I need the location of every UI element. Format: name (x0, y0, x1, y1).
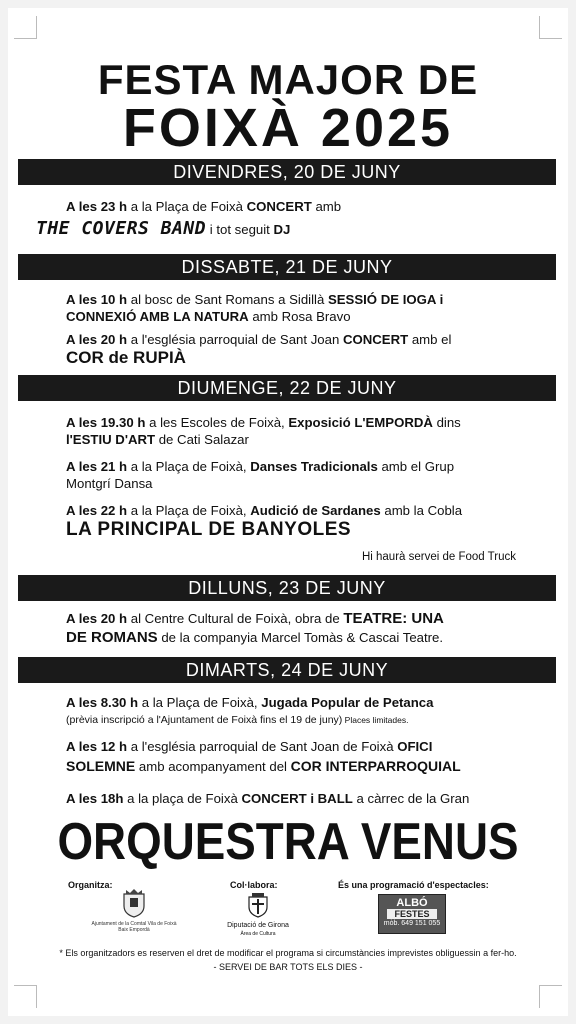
day-header-friday: DIVENDRES, 20 DE JUNY (18, 159, 556, 185)
event-line: (prèvia inscripció a l'Ajuntament de Foixà fins el 19 de juny) Places limitades. (66, 714, 409, 726)
col-labora-label: Col·labora: (230, 880, 278, 890)
event-line: A les 10 h al bosc de Sant Romans a Sidillà SESSIÓ DE IOGA i (66, 292, 444, 307)
event-line: THE COVERS BAND i tot seguit DJ (36, 218, 291, 239)
orquestra-venus-title: ORQUESTRA VENUS (57, 813, 519, 871)
poster-title-line1: FESTA MAJOR DE (97, 56, 479, 103)
albo-festes-logo: ALBÓ FESTES mòb. 649 151 055 (378, 894, 446, 934)
event-line: SOLEMNE amb acompanyament del COR INTERPARROQUIAL (66, 758, 461, 774)
event-line: A les 18h a la plaça de Foixà CONCERT i BALL a càrrec de la Gran (66, 791, 470, 806)
event-line: A les 20 h al Centre Cultural de Foixà, obra de TEATRE: UNA (66, 610, 444, 627)
event-line: A les 12 h a l'església parroquial de Sant Joan de Foixà OFICI (66, 739, 433, 754)
diputacio-caption: Diputació de Girona Àrea de Cultura (227, 922, 289, 937)
crop-mark (14, 16, 37, 39)
poster (8, 8, 568, 1016)
day-header-tuesday: DIMARTS, 24 DE JUNY (18, 657, 556, 683)
event-line: CONNEXIÓ AMB LA NATURA amb Rosa Bravo (66, 309, 351, 324)
organitza-label: Organitza: (68, 880, 113, 890)
event-line: A les 21 h a la Plaça de Foixà, Danses Tradicionals amb el Grup (66, 459, 455, 474)
day-header-sunday: DIUMENGE, 22 DE JUNY (18, 375, 556, 401)
ajuntament-coat-of-arms-icon (121, 888, 147, 923)
event-line: A les 8.30 h a la Plaça de Foixà, Jugada Popular de Petanca (66, 695, 434, 710)
poster-title-line2: FOIXÀ 2025 (122, 98, 454, 158)
event-line: DE ROMANS de la companyia Marcel Tomàs & Cascai Teatre. (66, 629, 444, 646)
event-line: Montgrí Dansa (66, 476, 153, 491)
ajuntament-caption: Ajuntament de la Comtal Vila de Foixà Baix Empordà (91, 921, 177, 933)
crop-mark (539, 16, 562, 39)
crop-mark (14, 985, 37, 1008)
disclaimer-note: * Els organitzadors es reserven el dret de modificar el programa si circumstàncies imprevistes obliguessin a fer-ho. (59, 948, 517, 958)
event-line: A les 19.30 h a les Escoles de Foixà, Exposició L'EMPORDÀ dins (66, 415, 461, 430)
day-header-monday: DILLUNS, 23 DE JUNY (18, 575, 556, 601)
event-line: l'ESTIU D'ART de Cati Salazar (66, 432, 249, 447)
crop-mark (539, 985, 562, 1008)
event-line: A les 23 h a la Plaça de Foixà CONCERT amb (66, 199, 342, 214)
event-line: COR de RUPIÀ (66, 348, 186, 367)
event-line: LA PRINCIPAL DE BANYOLES (66, 519, 352, 540)
diputacio-crest-icon (246, 892, 270, 923)
food-truck-note: Hi haurà servei de Food Truck (361, 551, 516, 563)
programacio-label: És una programació d'espectacles: (338, 880, 489, 890)
event-line: A les 20 h a l'església parroquial de Sant Joan CONCERT amb el (66, 332, 452, 347)
event-line: A les 22 h a la Plaça de Foixà, Audició de Sardanes amb la Cobla (66, 503, 463, 518)
bar-service-note: - SERVEI DE BAR TOTS ELS DIES - (213, 962, 363, 972)
day-header-saturday: DISSABTE, 21 DE JUNY (18, 254, 556, 280)
